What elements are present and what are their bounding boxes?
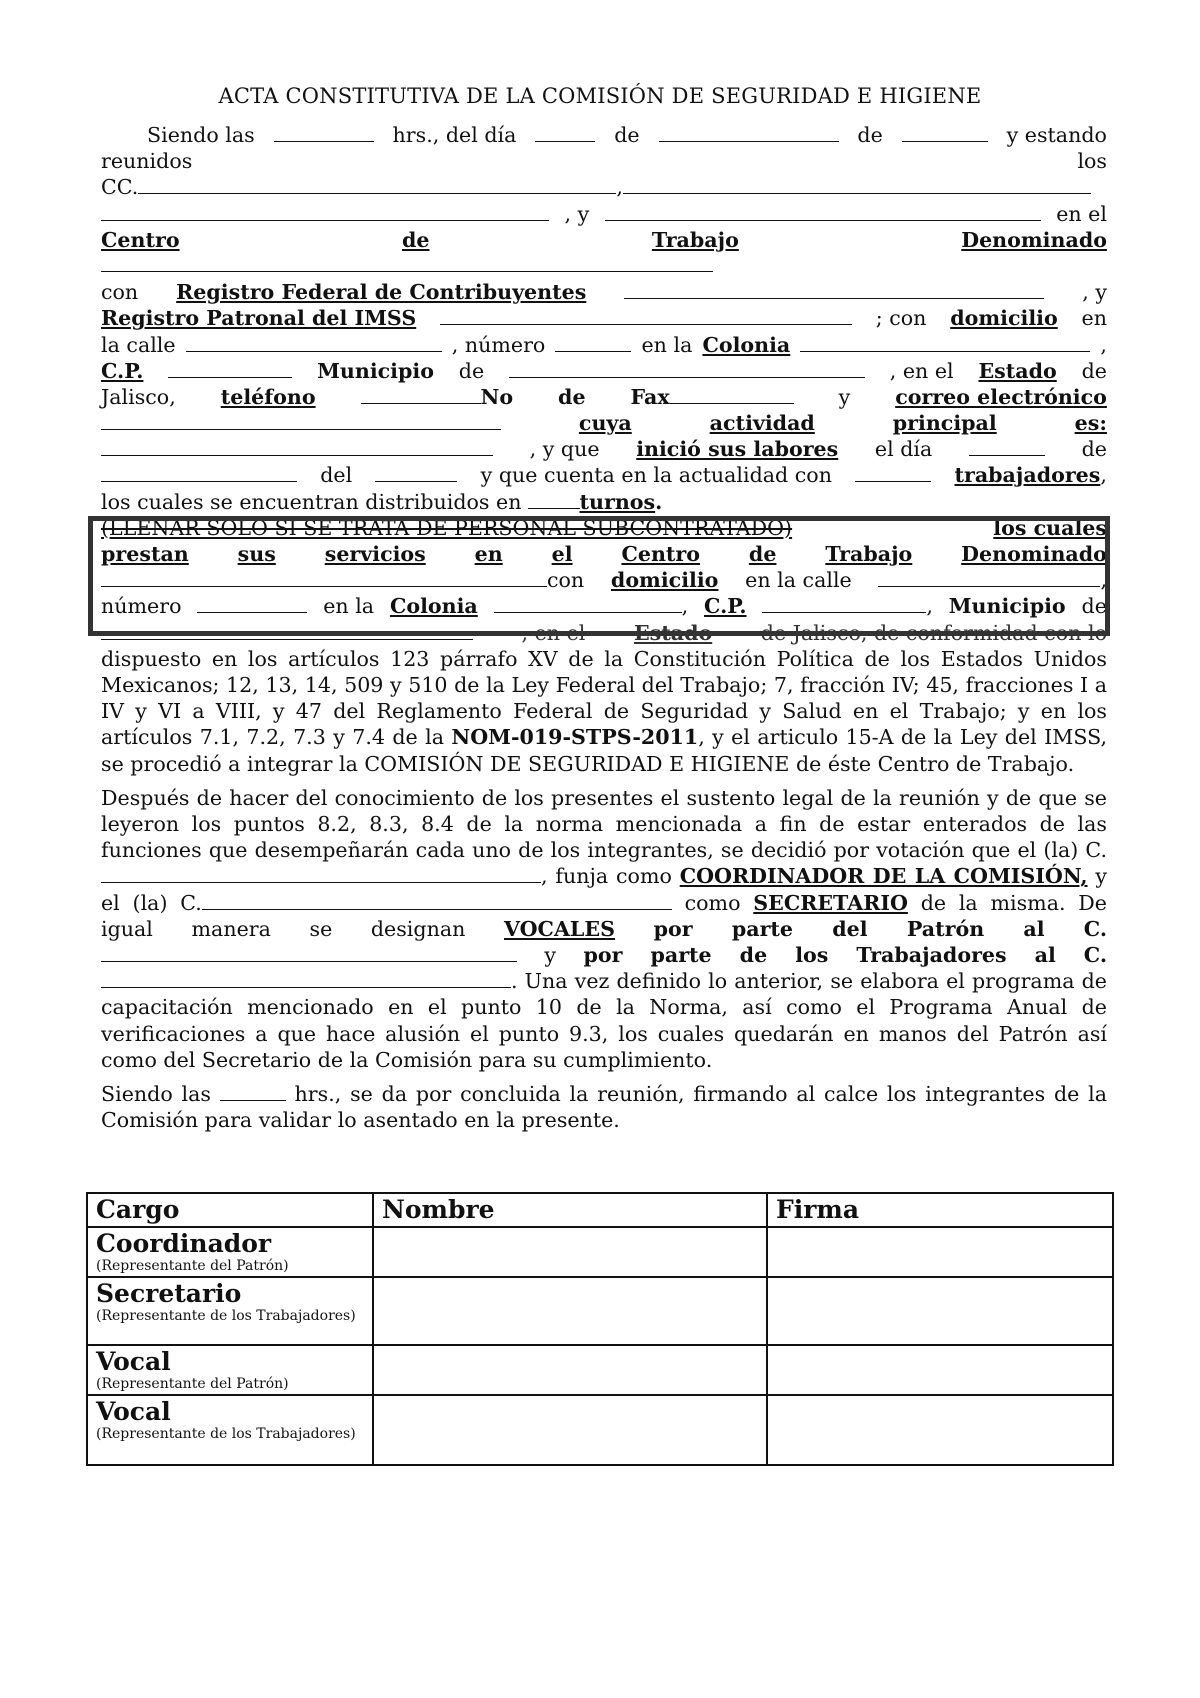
text: con [547, 568, 585, 593]
vocal-employer-field[interactable] [101, 943, 517, 962]
text: turnos [579, 489, 656, 514]
signature-table [86, 1192, 1114, 1466]
header-nombre [373, 1193, 767, 1227]
cc-name-field-2[interactable] [623, 175, 1091, 194]
text: por parte del Patrón al C. [653, 916, 1108, 941]
sub-line-2 [101, 541, 1107, 567]
text: Después de hacer del conocimiento de los presentes el sustento legal de la reunión y de que se leyeron los puntos 8.2, 8.3, 8.4 de la norma mencionada a fin de estar enterados de las funciones que desempeñarán cada uno de los integrantes, se decidió por votación que el (la) C. [101, 785, 1107, 863]
text: Registro Federal de Contribuyentes [176, 280, 587, 305]
sub-cp-field[interactable] [762, 594, 926, 613]
text: (Representante del Patrón) [96, 1258, 289, 1274]
text: Trabajo [651, 227, 739, 252]
text: C.P. [101, 358, 144, 383]
header-firma [767, 1193, 1113, 1227]
text: sus [237, 542, 276, 566]
text: de la misma. De igual manera se designan [101, 890, 1107, 941]
text: . [655, 489, 663, 514]
table-row [87, 1227, 1113, 1277]
text: No [480, 384, 514, 409]
text: los cuales [993, 515, 1107, 540]
secretary-name-field[interactable] [202, 891, 672, 910]
colonia-field[interactable] [800, 333, 1090, 352]
text: , y el articulo 15-A de la Ley del IMSS, se procedió a integrar la COMISIÓN DE SEGURIDAD E HIGIENE de éste Centro de Trabajo. [101, 725, 1108, 776]
sub-number-field[interactable] [197, 594, 307, 613]
table-row [87, 1277, 1113, 1345]
form-line-13 [101, 436, 1107, 462]
form-line-5 [101, 227, 1107, 253]
text: VOCALES [504, 916, 615, 941]
form-body [101, 122, 1107, 1133]
text: inició sus labores [636, 437, 839, 462]
text: número [101, 594, 182, 619]
text: , funja como [541, 864, 672, 889]
text: Trabajo [825, 542, 913, 566]
signature-cell[interactable] [767, 1395, 1113, 1465]
text: Secretario [96, 1279, 242, 1308]
nom-reference: NOM-019-STPS-2011 [451, 725, 699, 750]
signature-cell[interactable] [767, 1345, 1113, 1395]
text: Vocal [96, 1397, 171, 1426]
text: y [838, 384, 851, 409]
text: trabajadores [954, 463, 1101, 488]
text: Municipio [948, 594, 1066, 619]
name-cell[interactable] [373, 1227, 767, 1277]
cc-name-field-3[interactable] [101, 202, 549, 221]
text: el día [874, 437, 933, 462]
text: Registro Patronal del IMSS [101, 306, 417, 331]
text: , [1100, 568, 1107, 593]
text: (LLENAR SOLO SI SE TRATA DE PERSONAL SUBCONTRATADO) [101, 515, 793, 540]
text: en el [1056, 201, 1107, 226]
street-field[interactable] [186, 333, 442, 352]
cc-name-field-4[interactable] [605, 202, 1041, 221]
start-day-field[interactable] [969, 437, 1045, 456]
fax-field[interactable] [670, 385, 794, 404]
header-cargo [87, 1193, 373, 1227]
text: (Representante del Patrón) [96, 1376, 289, 1392]
cargo-cell [87, 1227, 373, 1277]
sub-line-4 [101, 593, 1107, 619]
text: Firma [776, 1195, 860, 1224]
text: Colonia [389, 594, 478, 619]
municipio-field[interactable] [509, 359, 865, 378]
text: los [1077, 149, 1107, 174]
designation-paragraph [101, 785, 1107, 1073]
text: Jalisco, [101, 384, 176, 409]
text: dispuesto en los artículos 123 párrafo XV de la Constitución Política de los Estados Unidos Mexicanos; 12, 13, 14, 509 y 510 de la Ley Federal del Trabajo; 7, fracción IV; 45, fracciones I a IV y VI a VIII, y 47 del Reglamento Federal de Seguridad y Salud en el Trabajo; y en los artículos 7.1, 7.2, 7.3 y 7.4 de la [101, 646, 1107, 750]
text: en la [641, 332, 693, 357]
text: y [544, 942, 557, 967]
text: , [1100, 332, 1107, 357]
form-line-15 [101, 489, 1107, 515]
form-line-3 [101, 174, 1107, 200]
legal-basis-paragraph [101, 646, 1107, 777]
signature-cell[interactable] [767, 1227, 1113, 1277]
signature-cell[interactable] [767, 1277, 1113, 1345]
month-field[interactable] [659, 123, 839, 142]
text: domicilio [610, 568, 719, 593]
text: de [857, 123, 883, 147]
text: , [926, 594, 933, 619]
cargo-cell [87, 1277, 373, 1345]
text: , [681, 594, 689, 619]
text: CC. [101, 175, 139, 200]
text: como [684, 890, 741, 915]
text: (Representante de los Trabajadores) [96, 1426, 356, 1442]
text: , [1100, 463, 1107, 488]
text: de [748, 542, 777, 566]
closing-hour-field[interactable] [220, 1082, 286, 1101]
text: C.P. [704, 594, 747, 619]
text: Cargo [96, 1195, 180, 1224]
form-line-11 [101, 384, 1107, 410]
text: Vocal [96, 1347, 171, 1376]
text: , y [564, 201, 590, 226]
text: cuya [578, 411, 632, 436]
cp-field[interactable] [168, 359, 292, 378]
sub-municipio-field[interactable] [101, 621, 473, 640]
name-cell[interactable] [373, 1277, 767, 1345]
text: prestan [101, 542, 189, 566]
table-row [87, 1345, 1113, 1395]
form-line-7 [101, 279, 1107, 305]
form-line-6 [101, 253, 1107, 279]
coordinator-name-field[interactable] [101, 864, 541, 883]
text: Fax [630, 384, 670, 409]
form-line-2 [101, 148, 1107, 174]
text: COORDINADOR DE LA COMISIÓN, [679, 864, 1088, 889]
text: en la calle [745, 568, 852, 593]
text: . Una vez definido lo anterior, se elabora el programa de capacitación mencionado en el punto 10 de la Norma, así como el Programa Anual de verificaciones a que hace alusión el punto 9.3, los cuales quedarán en manos del Patrón así como del Secretario de la Comisión para su cumplimiento. [101, 969, 1107, 1072]
text: Coordinador [96, 1229, 272, 1258]
text: en la [323, 594, 375, 619]
document-title: ACTA CONSTITUTIVA DE LA COMISIÓN DE SEGURIDAD E HIGIENE [218, 84, 982, 108]
form-line-9 [101, 332, 1107, 358]
text: de [1081, 358, 1107, 383]
text: con [101, 280, 139, 305]
sub-street-field[interactable] [878, 568, 1100, 587]
form-line-10 [101, 358, 1107, 384]
name-cell[interactable] [373, 1395, 767, 1465]
workers-count-field[interactable] [855, 463, 931, 482]
text: correo electrónico [895, 384, 1107, 409]
text: y estando [1006, 123, 1107, 147]
text: la calle [101, 332, 176, 357]
hour-field[interactable] [274, 123, 374, 142]
text: del [320, 463, 353, 488]
name-cell[interactable] [373, 1345, 767, 1395]
email-field[interactable] [101, 411, 501, 430]
table-header-row [87, 1193, 1113, 1227]
rfc-field[interactable] [624, 280, 1044, 299]
text: Estado [978, 358, 1057, 383]
form-line-8 [101, 305, 1107, 331]
form-line-4 [101, 201, 1107, 227]
text: Siendo las [101, 1082, 211, 1106]
text: Nombre [382, 1195, 495, 1224]
text: , en el [889, 358, 954, 383]
text: en [1081, 306, 1107, 331]
start-year-field[interactable] [375, 463, 457, 482]
text: y el (la) C. [101, 864, 1107, 915]
text: de [614, 123, 640, 147]
text: principal [892, 411, 997, 436]
form-line-14 [101, 462, 1107, 488]
text: de [1081, 594, 1107, 619]
text: teléfono [220, 384, 316, 409]
text: los cuales se encuentran distribuidos en [101, 489, 522, 514]
text: Colonia [702, 332, 791, 357]
cargo-cell [87, 1345, 373, 1395]
text: , y que [529, 437, 600, 462]
text: , y [1082, 280, 1107, 305]
form-line-12 [101, 410, 1107, 436]
text: , [616, 175, 623, 200]
text: y que cuenta en la actualidad con [480, 463, 832, 488]
text: (Representante de los Trabajadores) [96, 1308, 356, 1324]
text: hrs., se da por concluida la reunión, firmando al calce los integrantes de la Comisión para validar lo asentado en la presente. [101, 1082, 1107, 1133]
sub-line-3 [101, 567, 1107, 593]
shifts-field[interactable] [528, 490, 580, 509]
text: , en el [521, 620, 586, 645]
number-field[interactable] [555, 333, 631, 352]
phone-field[interactable] [361, 385, 481, 404]
text: domicilio [950, 306, 1058, 331]
text: es: [1074, 411, 1107, 436]
text: actividad [709, 411, 815, 436]
text: Denominado [961, 542, 1107, 566]
text: de Jalisco, de conformidad con lo [760, 620, 1107, 645]
imss-field[interactable] [440, 306, 852, 325]
text: ; con [875, 306, 927, 331]
text: Centro [101, 227, 180, 252]
activity-field[interactable] [101, 437, 493, 456]
text: de [558, 384, 586, 409]
text: Siendo las [147, 123, 255, 147]
sub-line-1 [101, 515, 1107, 541]
form-line-1 [101, 122, 1107, 148]
closing-paragraph [101, 1081, 1107, 1133]
sub-colonia-field[interactable] [494, 594, 682, 613]
day-field[interactable] [535, 123, 595, 142]
text: de [401, 227, 430, 252]
text: Municipio [317, 358, 434, 383]
text: de [1081, 437, 1107, 462]
year-field[interactable] [902, 123, 988, 142]
text: Centro [621, 542, 701, 566]
text: Denominado [961, 227, 1107, 252]
text: por parte de los Trabajadores al C. [583, 942, 1108, 967]
cargo-cell [87, 1395, 373, 1465]
text: el [551, 542, 573, 566]
text: SECRETARIO [753, 890, 908, 915]
text: hrs., del día [392, 123, 517, 147]
vocal-workers-field[interactable] [101, 969, 511, 988]
text: , número [451, 332, 546, 357]
text: servicios [324, 542, 426, 566]
workplace-name-field[interactable] [101, 253, 713, 272]
text: reunidos [101, 149, 193, 174]
sub-company-field[interactable] [101, 568, 547, 587]
table-row [87, 1395, 1113, 1465]
text: en [474, 542, 503, 566]
text: Estado [633, 620, 713, 645]
start-month-field[interactable] [101, 463, 297, 482]
text: de [458, 358, 485, 383]
cc-name-field-1[interactable] [138, 175, 616, 194]
sub-line-5 [101, 620, 1107, 646]
